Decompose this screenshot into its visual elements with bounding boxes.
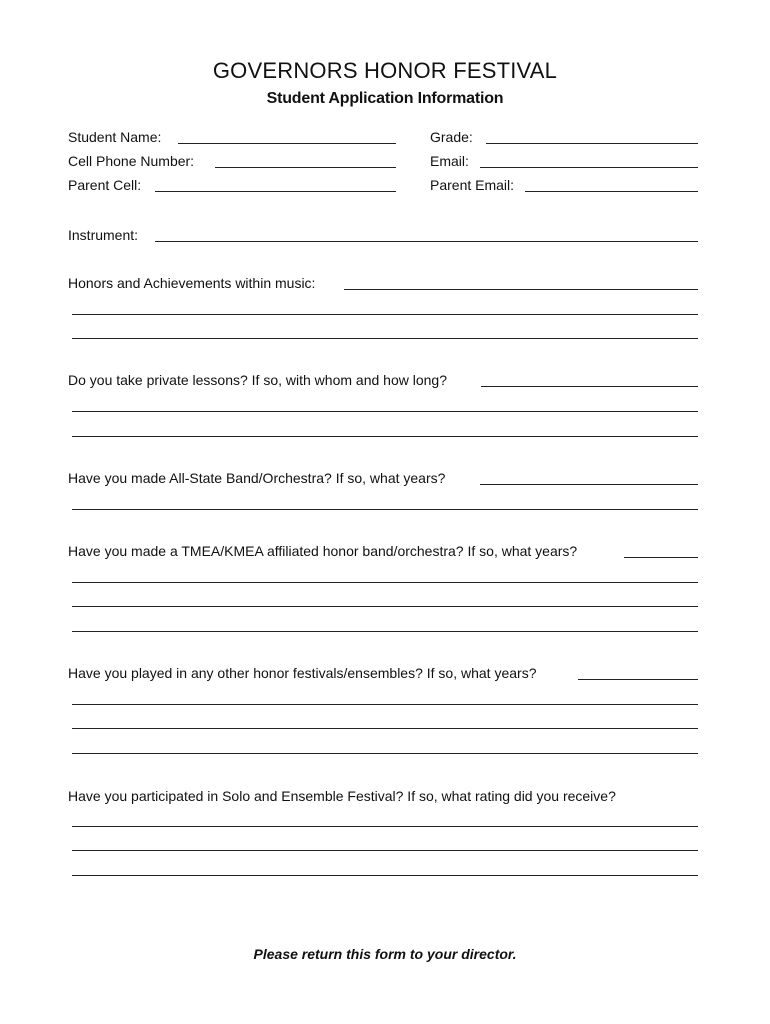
student-name-label: Student Name: xyxy=(68,129,162,145)
other-festivals-answer-line[interactable] xyxy=(578,679,698,680)
email-label: Email: xyxy=(430,153,469,169)
other-festivals-answer-line[interactable] xyxy=(72,704,698,705)
private-lessons-question: Do you take private lessons? If so, with whom and how long? xyxy=(68,372,447,388)
other-festivals-question: Have you played in any other honor festivals/ensembles? If so, what years? xyxy=(68,665,537,681)
solo-ensemble-answer-line[interactable] xyxy=(72,850,698,851)
email-field[interactable] xyxy=(480,167,698,168)
all-state-answer-line[interactable] xyxy=(72,509,698,510)
tmea-answer-line[interactable] xyxy=(624,557,698,558)
all-state-question: Have you made All-State Band/Orchestra? If so, what years? xyxy=(68,470,446,486)
all-state-answer-line[interactable] xyxy=(480,484,698,485)
instrument-label: Instrument: xyxy=(68,227,139,243)
honors-answer-line[interactable] xyxy=(344,289,698,290)
tmea-answer-line[interactable] xyxy=(72,606,698,607)
cell-phone-label: Cell Phone Number: xyxy=(68,153,195,169)
honors-answer-line[interactable] xyxy=(72,338,698,339)
student-name-field[interactable] xyxy=(178,143,396,144)
grade-field[interactable] xyxy=(486,143,698,144)
solo-ensemble-answer-line[interactable] xyxy=(72,875,698,876)
private-lessons-answer-line[interactable] xyxy=(72,411,698,412)
solo-ensemble-answer-line[interactable] xyxy=(72,826,698,827)
private-lessons-answer-line[interactable] xyxy=(481,386,698,387)
parent-email-field[interactable] xyxy=(525,191,698,192)
parent-cell-label: Parent Cell: xyxy=(68,177,142,193)
instrument-field[interactable] xyxy=(155,241,698,242)
other-festivals-answer-line[interactable] xyxy=(72,753,698,754)
solo-ensemble-question: Have you participated in Solo and Ensemble Festival? If so, what rating did you receive? xyxy=(68,788,616,804)
parent-email-label: Parent Email: xyxy=(430,177,515,193)
cell-phone-field[interactable] xyxy=(215,167,396,168)
tmea-answer-line[interactable] xyxy=(72,582,698,583)
honors-question: Honors and Achievements within music: xyxy=(68,275,316,291)
parent-cell-field[interactable] xyxy=(155,191,396,192)
honors-answer-line[interactable] xyxy=(72,314,698,315)
tmea-question: Have you made a TMEA/KMEA affiliated honor band/orchestra? If so, what years? xyxy=(68,543,578,559)
private-lessons-answer-line[interactable] xyxy=(72,436,698,437)
grade-label: Grade: xyxy=(430,129,473,145)
footer-note: Please return this form to your director. xyxy=(253,946,517,962)
form-title: GOVERNORS HONOR FESTIVAL xyxy=(212,58,558,83)
other-festivals-answer-line[interactable] xyxy=(72,728,698,729)
form-subtitle: Student Application Information xyxy=(266,90,504,107)
tmea-answer-line[interactable] xyxy=(72,631,698,632)
